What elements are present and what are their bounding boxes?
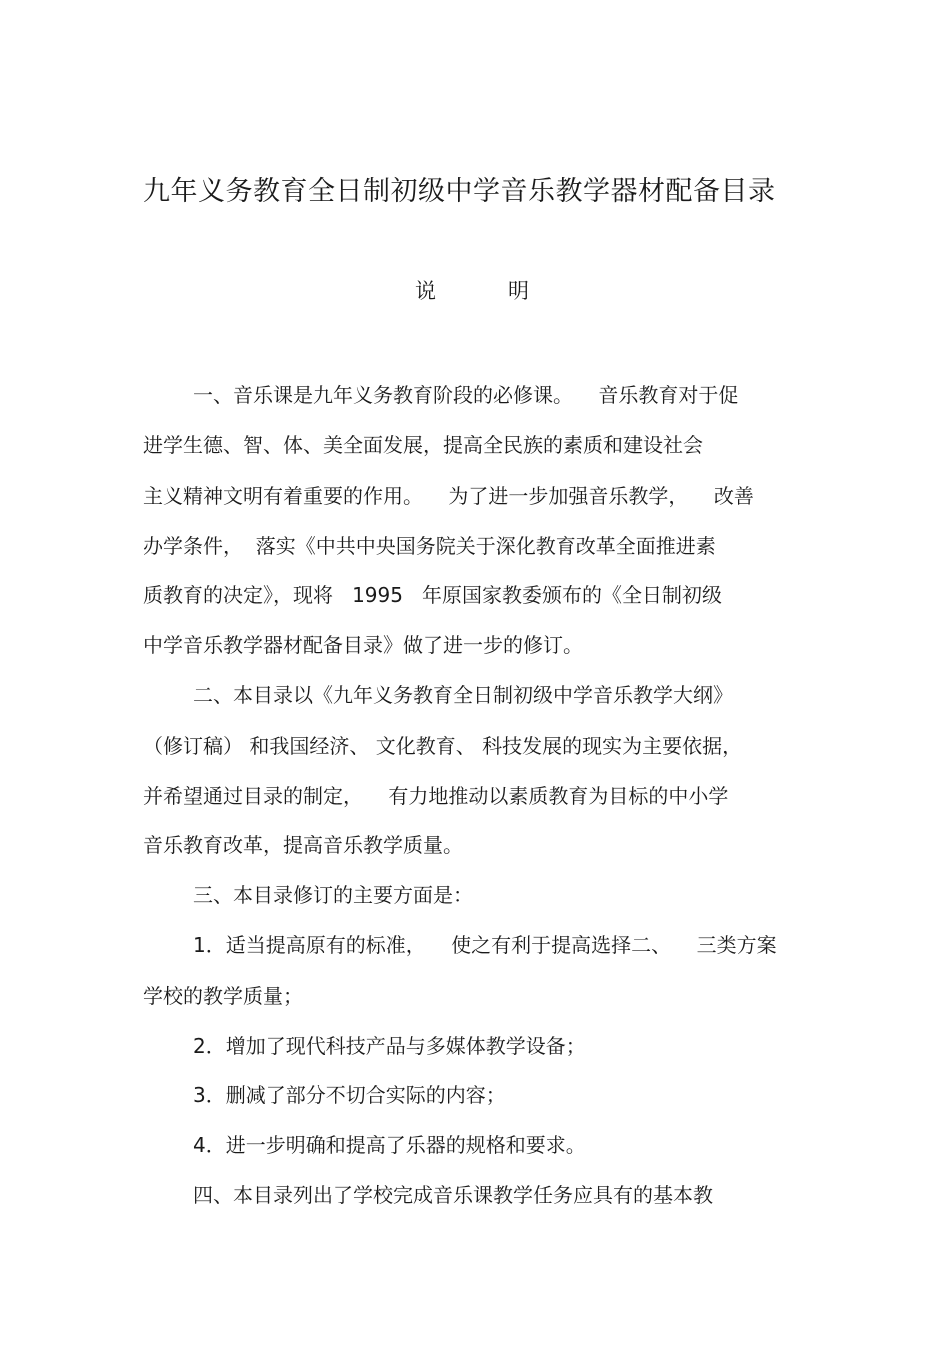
section-heading: [415, 276, 529, 306]
paragraph-line: 三、本目录修订的主要方面是：: [193, 883, 473, 907]
paragraph-line: 2．增加了现代科技产品与多媒体教学设备；: [193, 1034, 586, 1058]
paragraph-line: 进学生德、智、体、美全面发展，提高全民族的素质和建设社会: [143, 433, 703, 457]
document-title: 九年义务教育全日制初级中学音乐教学器材配备目录: [143, 176, 776, 207]
paragraph-line: 中学音乐教学器材配备目录》做了进一步的修订。: [143, 633, 583, 657]
paragraph-line: 学校的教学质量；: [143, 984, 303, 1008]
paragraph-line: 音乐教育改革，提高音乐教学质量。: [143, 833, 463, 857]
paragraph-line: 质教育的决定》，现将 1995 年原国家教委颁布的《全日制初级: [143, 583, 723, 607]
paragraph-line: 一、音乐课是九年义务教育阶段的必修课。 音乐教育对于促: [193, 383, 739, 407]
paragraph-line: 1．适当提高原有的标准， 使之有利于提高选择二、 三类方案: [193, 933, 777, 957]
paragraph-line: （修订稿） 和我国经济、 文化教育、 科技发展的现实为主要依据，: [143, 734, 743, 758]
paragraph-line: 并希望通过目录的制定， 有力地推动以素质教育为目标的中小学: [143, 784, 729, 808]
paragraph-line: 四、本目录列出了学校完成音乐课教学任务应具有的基本教: [193, 1183, 713, 1207]
paragraph-line: 主义精神文明有着重要的作用。 为了进一步加强音乐教学， 改善: [143, 484, 754, 508]
paragraph-line: 4．进一步明确和提高了乐器的规格和要求。: [193, 1133, 586, 1157]
paragraph-line: 二、本目录以《九年义务教育全日制初级中学音乐教学大纲》: [193, 683, 733, 707]
section-heading-char-2: 明: [508, 279, 529, 303]
section-heading-char-1: 说: [415, 279, 436, 303]
paragraph-line: 3．删减了部分不切合实际的内容；: [193, 1083, 506, 1107]
paragraph-line: 办学条件， 落实《中共中央国务院关于深化教育改革全面推进素: [143, 534, 716, 558]
